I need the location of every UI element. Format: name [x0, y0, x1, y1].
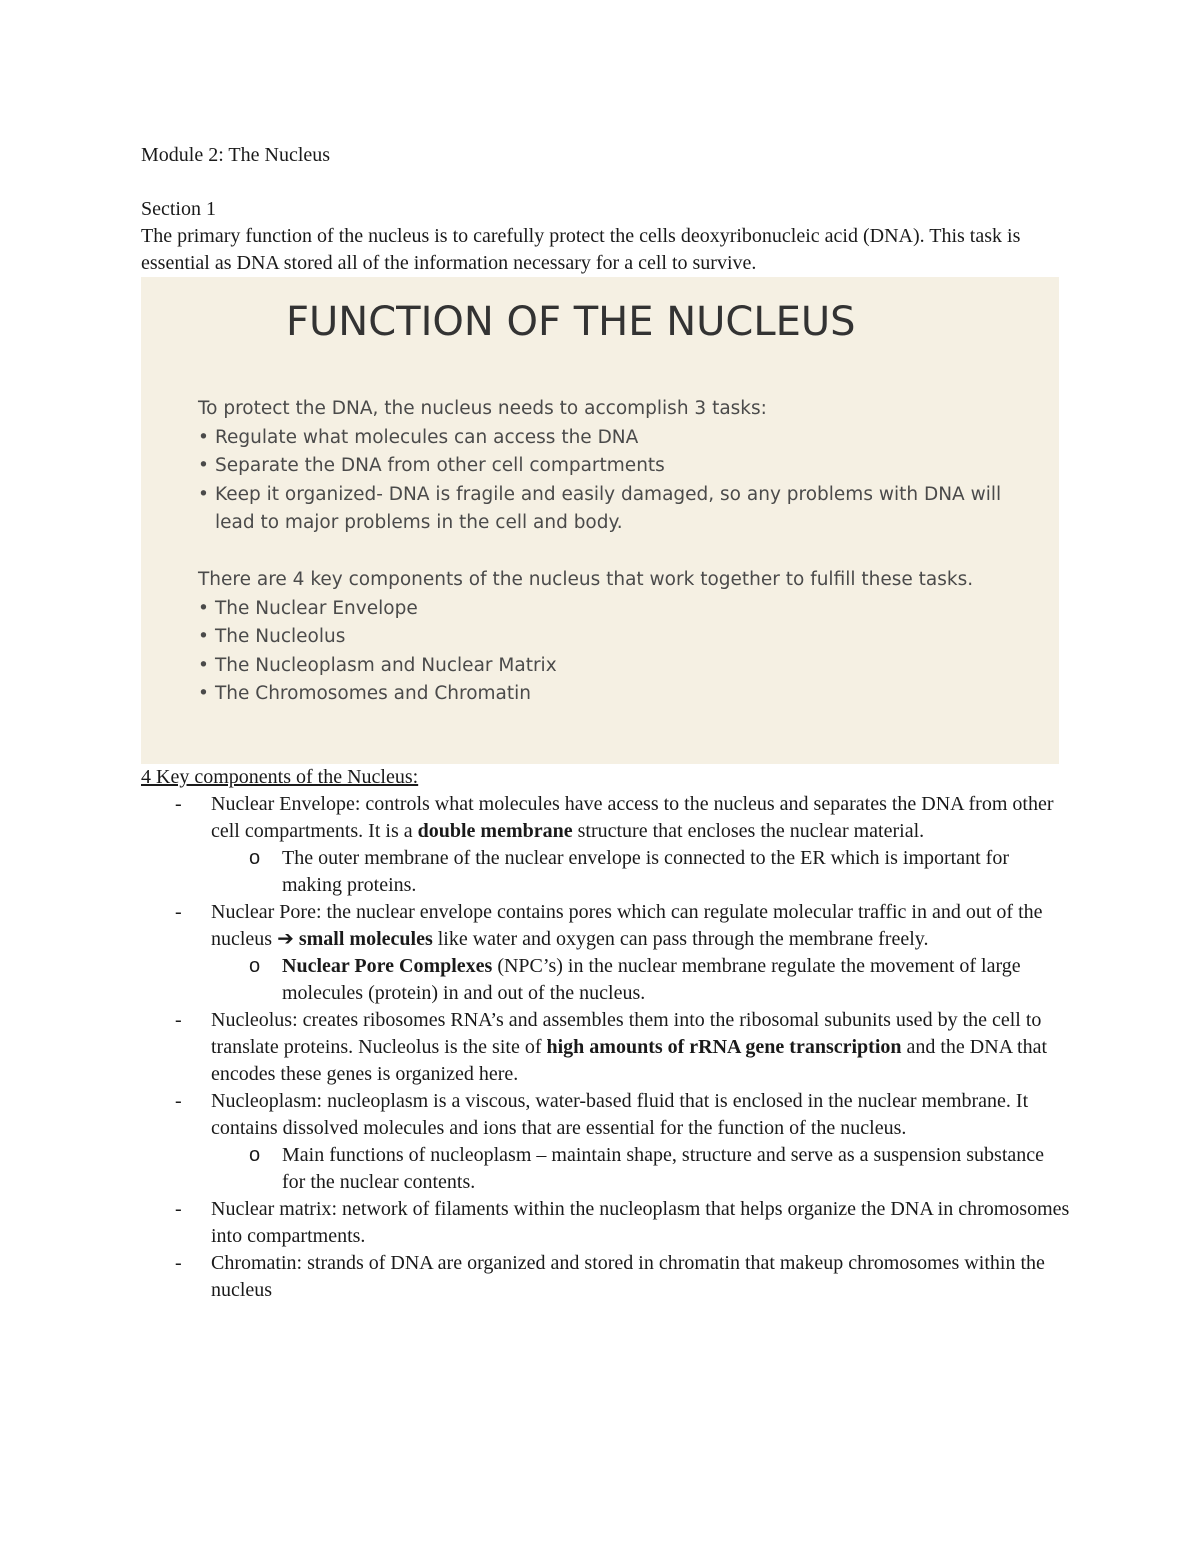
item-text: Nucleoplasm: nucleoplasm is a viscous, water-based fluid that is enclosed in the nuclear membrane. It contains dissolved molecules and ions that are essential for the function of the nucleus. — [211, 1090, 1029, 1139]
slide-title: FUNCTION OF THE NUCLEUS — [286, 299, 856, 345]
list-item-nucleoplasm — [141, 1088, 1071, 1142]
item-text: (NPC’s) in the nuclear membrane regulate the movement of large molecules (protein) in and out of the nucleus. — [282, 955, 1021, 1004]
slide-tasks-block — [198, 395, 1028, 538]
circle-bullet: o — [249, 1144, 261, 1166]
slide-task-item: • Keep it organized- DNA is fragile and easily damaged, so any problems with DNA will lead to major problems in the cell and body. — [198, 481, 1028, 538]
slide-component-item: • The Chromosomes and Chromatin — [198, 680, 1028, 709]
item-text: Nuclear Envelope: controls what molecules have access to the nucleus and separates the DNA from other cell compartments. It is a — [211, 793, 1054, 842]
circle-bullet: o — [249, 955, 261, 977]
slide-components-list — [198, 595, 1028, 709]
item-text: Chromatin: strands of DNA are organized and stored in chromatin that makeup chromosomes within the nucleus — [211, 1252, 1045, 1301]
item-text: Nuclear Pore: the nuclear envelope contains pores which can regulate molecular traffic in and out of the nucleus — [211, 901, 1043, 950]
dash-bullet: - — [175, 1252, 182, 1274]
item-text: The outer membrane of the nuclear envelope is connected to the ER which is important for making proteins. — [282, 847, 1009, 896]
list-item-nucleolus — [141, 1007, 1071, 1088]
slide-image — [141, 277, 1059, 764]
components-heading: 4 Key components of the Nucleus: — [141, 766, 419, 788]
slide-component-item: • The Nucleolus — [198, 623, 1028, 652]
slide-components-block — [198, 566, 1028, 709]
list-item-nuclear-envelope — [141, 791, 1071, 845]
section-paragraph: The primary function of the nucleus is to carefully protect the cells deoxyribonucleic acid (DNA). This task is essential as DNA stored all of the information necessary for a cell to survive. — [141, 225, 1021, 274]
components-section — [141, 764, 1071, 1304]
slide-component-item: • The Nuclear Envelope — [198, 595, 1028, 624]
sub-item-npc — [141, 953, 1071, 1007]
circle-bullet: o — [249, 847, 261, 869]
list-item-nuclear-pore — [141, 899, 1071, 953]
item-bold-text: high amounts of rRNA gene transcription — [546, 1036, 902, 1058]
item-bold-text: small molecules — [293, 928, 433, 950]
item-text: Nuclear matrix: network of filaments within the nucleoplasm that helps organize the DNA in chromosomes into compartments. — [211, 1198, 1070, 1247]
dash-bullet: - — [175, 1198, 182, 1220]
section-1 — [141, 196, 1071, 277]
item-text: Main functions of nucleoplasm – maintain shape, structure and serve as a suspension substance for the nuclear contents. — [282, 1144, 1045, 1193]
list-item-nuclear-matrix — [141, 1196, 1071, 1250]
slide-components-intro: There are 4 key components of the nucleus that work together to fulfill these tasks. — [198, 569, 974, 590]
slide-tasks-intro: To protect the DNA, the nucleus needs to accomplish 3 tasks: — [198, 398, 767, 419]
item-bold-text: Nuclear Pore Complexes — [282, 955, 493, 977]
slide-task-item: • Separate the DNA from other cell compartments — [198, 452, 1028, 481]
dash-bullet: - — [175, 901, 182, 923]
item-text: like water and oxygen can pass through the membrane freely. — [432, 928, 929, 950]
section-heading: Section 1 — [141, 198, 216, 220]
item-text: structure that encloses the nuclear material. — [572, 820, 925, 842]
slide-component-item: • The Nucleoplasm and Nuclear Matrix — [198, 652, 1028, 681]
sub-item-nucleoplasm-functions — [141, 1142, 1071, 1196]
dash-bullet: - — [175, 1090, 182, 1112]
item-text: Nucleolus: creates ribosomes RNA’s and assembles them into the ribosomal subunits used by the cell to translate proteins. Nucleolus is the site of — [211, 1009, 1042, 1058]
arrow-icon: ➔ — [277, 928, 294, 950]
slide-tasks-list — [198, 424, 1028, 538]
page-title: Module 2: The Nucleus — [141, 144, 331, 166]
dash-bullet: - — [175, 1009, 182, 1031]
sub-item-outer-membrane — [141, 845, 1071, 899]
list-item-chromatin — [141, 1250, 1071, 1304]
slide-task-item: • Regulate what molecules can access the DNA — [198, 424, 1028, 453]
dash-bullet: - — [175, 793, 182, 815]
item-bold-text: double membrane — [417, 820, 573, 842]
item-text: and the DNA that encodes these genes is organized here. — [211, 1036, 1048, 1085]
